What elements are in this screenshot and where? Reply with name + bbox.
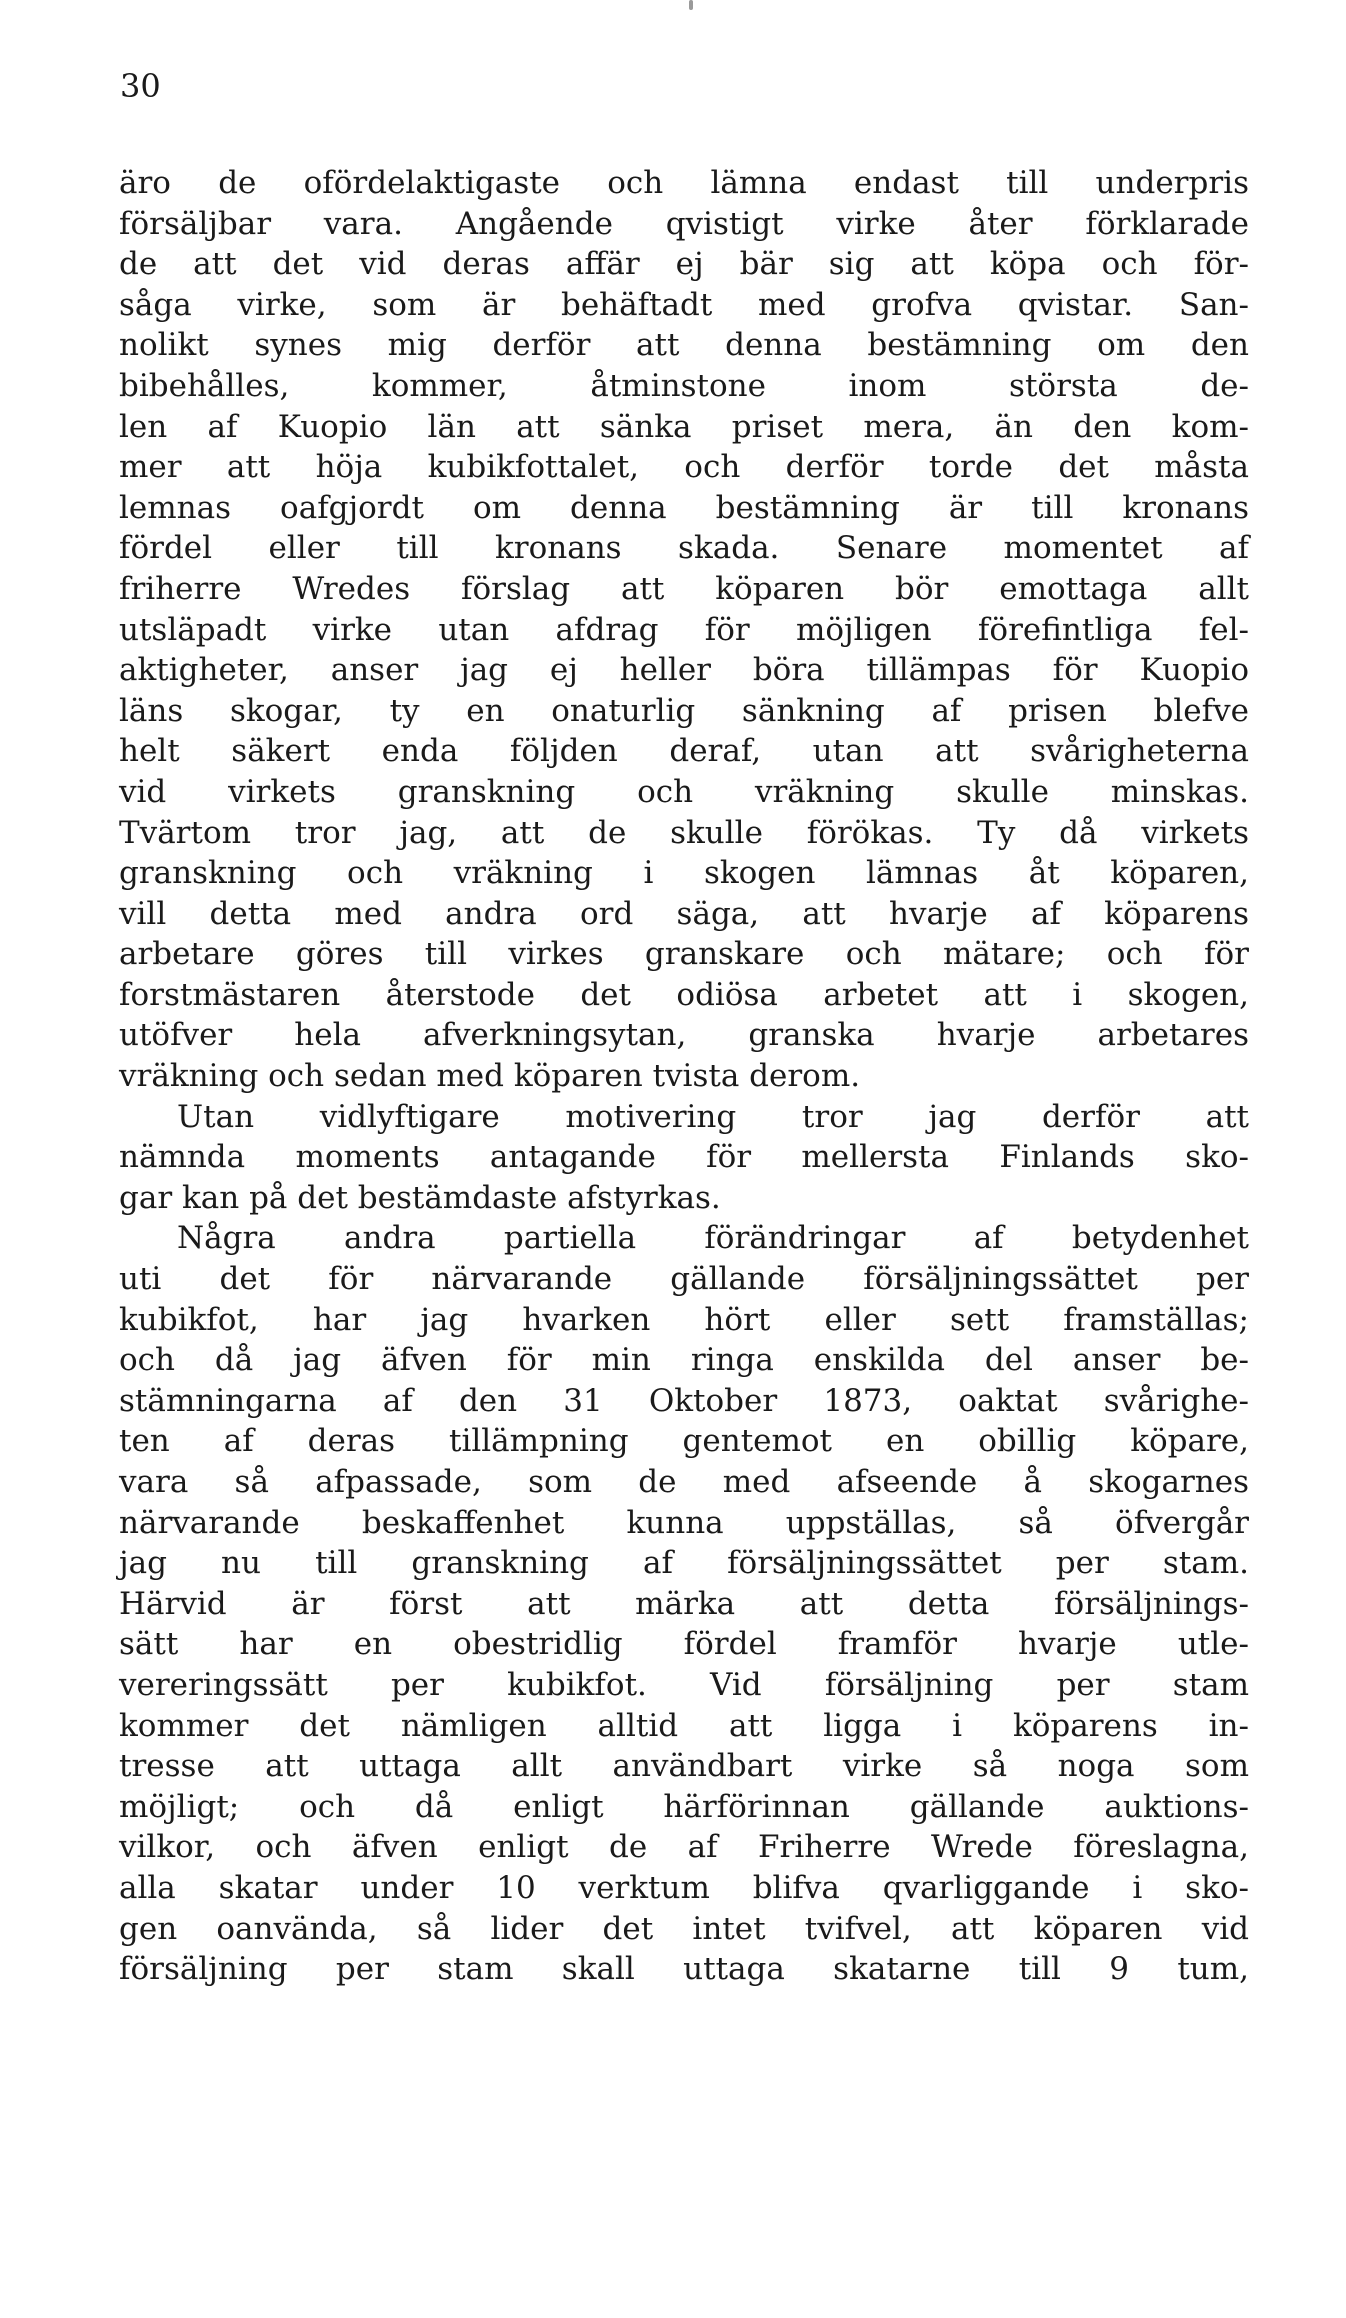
text-line: såga virke, som är behäftadt med grofva qvistar. San- [119,286,1249,323]
text-line: möjligt; och då enligt härförinnan gällande auktions- [119,1788,1249,1825]
text-line: vara så afpassade, som de med afseende å skogarnes [119,1464,1249,1500]
text-line: närvarande beskaffenhet kunna uppställas, så öfvergår [119,1504,1249,1541]
text-line: tresse att uttaga allt användbart virke så noga som [119,1748,1249,1785]
text-line: de att det vid deras affär ej bär sig att köpa och för- [119,246,1249,283]
text-line: uti det för närvarande gällande försäljningssättet per [119,1261,1249,1298]
text-line: alla skatar under 10 verktum blifva qvarliggande i sko- [119,1869,1249,1906]
text-line: och då jag äfven för min ringa enskilda del anser be- [119,1342,1249,1379]
text-line: vill detta med andra ord säga, att hvarje af köparens [119,895,1249,932]
text-line: vräkning och sedan med köparen tvista derom. [119,1058,861,1095]
text-line: kommer det nämligen alltid att ligga i köparens in- [119,1707,1249,1744]
text-line: friherre Wredes förslag att köparen bör emottaga allt [119,570,1249,607]
text-line: forstmästaren återstode det odiösa arbetet att i skogen, [119,976,1249,1013]
text-line: fördel eller till kronans skada. Senare momentet af [119,530,1249,567]
text-line: arbetare göres till virkes granskare och mätare; och för [119,936,1249,973]
text-line: nolikt synes mig derför att denna bestämning om den [119,327,1249,364]
text-line: helt säkert enda följden deraf, utan att svårigheterna [119,733,1249,770]
text-line: Några andra partiella förändringar af betydenhet [177,1220,1249,1257]
text-line: aktigheter, anser jag ej heller böra tillämpas för Kuopio [119,652,1249,689]
text-line: läns skogar, ty en onaturlig sänkning af prisen blefve [119,692,1249,729]
body-text [119,163,1249,1990]
text-line: mer att höja kubikfottalet, och derför torde det måsta [119,449,1249,486]
text-line: utöfver hela afverkningsytan, granska hvarje arbetares [119,1017,1249,1054]
text-line: lemnas oafgjordt om denna bestämning är till kronans [119,489,1249,526]
text-line: Tvärtom tror jag, att de skulle förökas. Ty då virkets [119,814,1249,851]
text-line: ten af deras tillämpning gentemot en obillig köpare, [119,1423,1249,1460]
text-line: försäljbar vara. Angående qvistigt virke åter förklarade [119,205,1249,242]
text-line: Utan vidlyftigare motivering tror jag derför att [177,1098,1249,1135]
text-line: kubikfot, har jag hvarken hört eller sett framställas; [119,1301,1249,1338]
text-line: nämnda moments antagande för mellersta Finlands sko- [119,1139,1249,1176]
page-number: 30 [120,67,161,105]
text-line: vid virkets granskning och vräkning skulle minskas. [119,773,1249,810]
text-line: bibehålles, kommer, åtminstone inom största de- [119,367,1249,404]
text-line: gar kan på det bestämdaste afstyrkas. [119,1179,721,1216]
text-line: försäljning per stam skall uttaga skatarne till 9 tum, [119,1951,1249,1988]
text-line: sätt har en obestridlig fördel framför hvarje utle- [119,1626,1249,1663]
text-line: jag nu till granskning af försäljningssättet per stam. [119,1545,1249,1582]
text-line: gen oanvända, så lider det intet tvifvel, att köparen vid [119,1910,1249,1947]
text-line: granskning och vräkning i skogen lämnas åt köparen, [119,855,1249,892]
text-line: len af Kuopio län att sänka priset mera, än den kom- [119,408,1249,445]
text-line: äro de ofördelaktigaste och lämna endast till underpris [119,165,1249,201]
text-line: vereringssätt per kubikfot. Vid försäljning per stam [119,1666,1249,1703]
text-line: Härvid är först att märka att detta försäljnings- [119,1585,1249,1622]
text-line: stämningarna af den 31 Oktober 1873, oaktat svårighe- [119,1382,1249,1419]
text-line: utsläpadt virke utan afdrag för möjligen förefintliga fel- [119,611,1249,648]
print-speck [689,0,693,10]
text-line: vilkor, och äfven enligt de af Friherre Wrede föreslagna, [119,1829,1249,1866]
